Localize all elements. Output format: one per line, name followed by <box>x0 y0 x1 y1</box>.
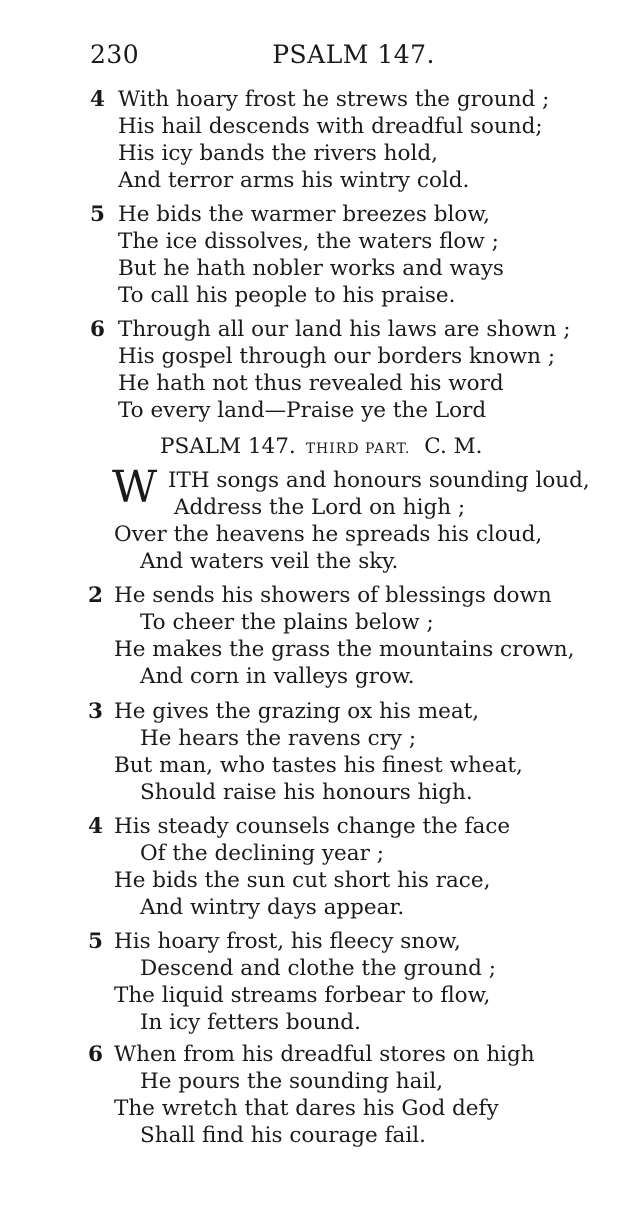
section-title: PSALM 147. <box>160 434 296 459</box>
verse-line: His hoary frost, his fleecy snow, <box>114 929 461 954</box>
verse-line: He bids the sun cut short his race, <box>114 868 491 893</box>
verse-line: Of the declining year ; <box>140 841 384 866</box>
verse-line: He pours the sounding hail, <box>140 1069 444 1094</box>
verse-line: And waters veil the sky. <box>140 549 399 574</box>
verse-line: He gives the grazing ox his meat, <box>114 699 480 724</box>
verse-line: Through all our land his laws are shown ; <box>118 317 571 342</box>
verse-line: He hath not thus revealed his word <box>118 371 504 396</box>
verse-line: His hail descends with dreadful sound; <box>118 114 543 139</box>
verse-line: With hoary frost he strews the ground ; <box>118 87 550 112</box>
verse-line: To every land—Praise ye the Lord <box>118 398 487 423</box>
section-heading <box>160 432 483 464</box>
page-number: 230 <box>90 40 140 69</box>
verse-number: 4 <box>90 87 105 112</box>
drop-cap: W <box>112 462 158 513</box>
verse-number: 3 <box>88 699 103 724</box>
verse-line: Address the Lord on high ; <box>174 495 466 520</box>
verse-line: He hears the ravens cry ; <box>140 726 417 751</box>
verse-line: To cheer the plains below ; <box>140 610 434 635</box>
verse-number: 5 <box>88 929 103 954</box>
verse-line: ITH songs and honours sounding loud, <box>168 468 590 493</box>
verse-line: His icy bands the rivers hold, <box>118 141 438 166</box>
verse-line: His steady counsels change the face <box>114 814 511 839</box>
verse-line: The wretch that dares his God defy <box>114 1096 499 1121</box>
verse-line: Descend and clothe the ground ; <box>140 956 496 981</box>
verse-number: 6 <box>88 1042 103 1067</box>
section-meter: C. M. <box>424 434 483 459</box>
verse-line: And terror arms his wintry cold. <box>118 168 470 193</box>
verse-line: To call his people to his praise. <box>118 283 456 308</box>
verse-number: 6 <box>90 317 105 342</box>
running-title: PSALM 147. <box>272 40 435 69</box>
verse-line: Over the heavens he spreads his cloud, <box>114 522 543 547</box>
section-part: THIRD PART. <box>305 441 411 457</box>
verse-line: The ice dissolves, the waters flow ; <box>118 229 499 254</box>
verse-line: But he hath nobler works and ways <box>118 256 504 281</box>
verse-number: 2 <box>88 583 103 608</box>
verse-line: But man, who tastes his finest wheat, <box>114 753 523 778</box>
verse-line: He bids the warmer breezes blow, <box>118 202 491 227</box>
verse-line: He makes the grass the mountains crown, <box>114 637 575 662</box>
verse-line: In icy fetters bound. <box>140 1010 361 1035</box>
verse-line: The liquid streams forbear to flow, <box>114 983 491 1008</box>
verse-line: Shall find his courage fail. <box>140 1123 426 1148</box>
verse-line: His gospel through our borders known ; <box>118 344 556 369</box>
verse-number: 5 <box>90 202 105 227</box>
verse-line: He sends his showers of blessings down <box>114 583 552 608</box>
verse-number: 4 <box>88 814 103 839</box>
verse-line: And wintry days appear. <box>140 895 405 920</box>
verse-line: And corn in valleys grow. <box>140 664 415 689</box>
page-header <box>90 40 435 80</box>
verse-line: When from his dreadful stores on high <box>114 1042 535 1067</box>
verse-line: Should raise his honours high. <box>140 780 473 805</box>
